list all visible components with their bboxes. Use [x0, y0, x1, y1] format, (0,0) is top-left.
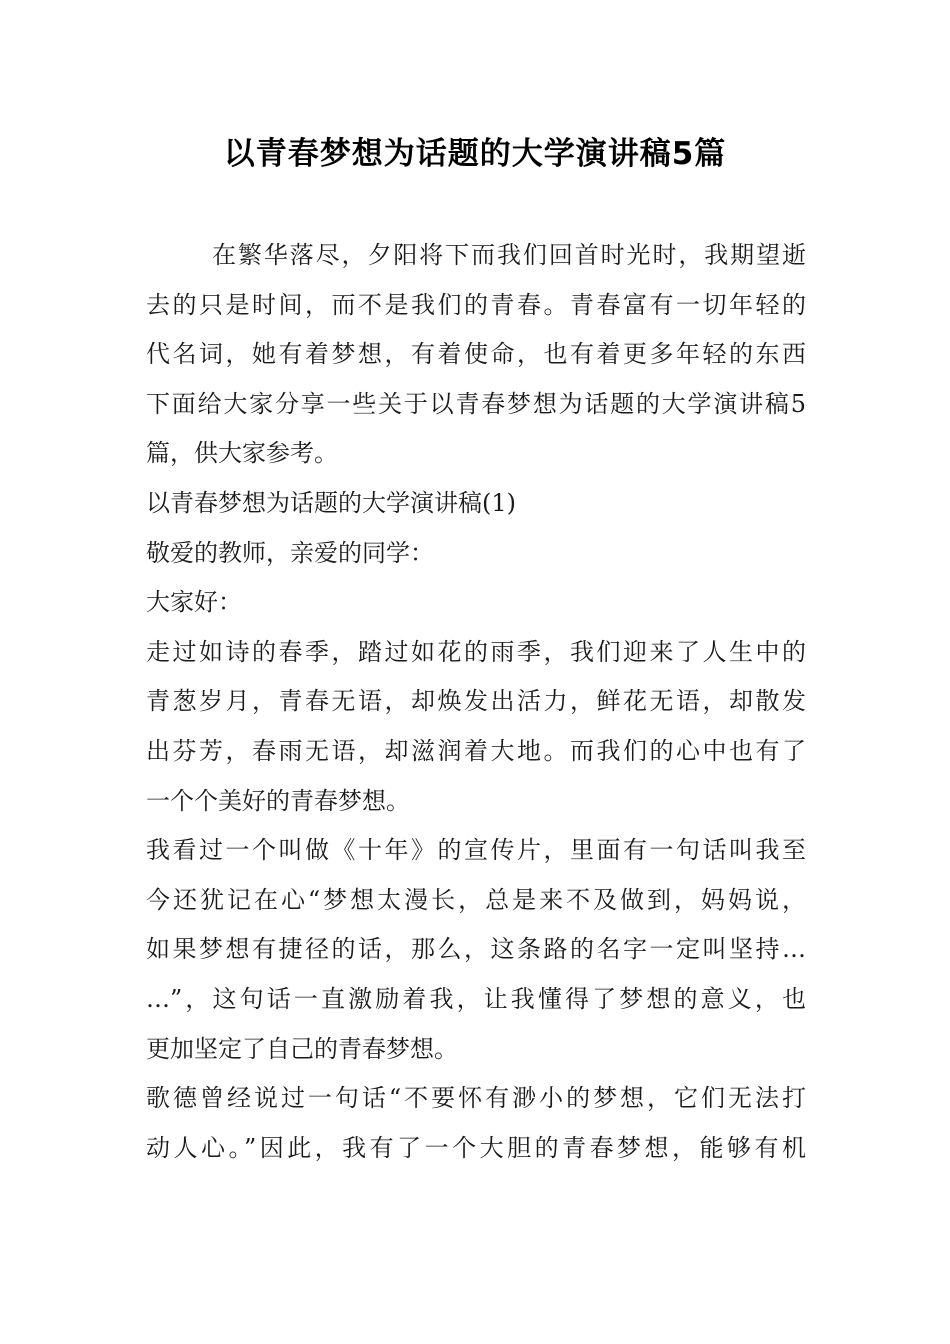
text-line: 一个个美好的青春梦想。: [146, 786, 410, 815]
text-line: 在繁华落尽，夕阳将下而我们回首时光时，我期望逝: [212, 241, 806, 269]
text-line: 走过如诗的春季，踏过如花的雨季，我们迎来了人生中的: [146, 637, 806, 666]
text-line: 以青春梦想为话题的大学演讲稿(1): [146, 488, 516, 517]
document-body: [146, 231, 806, 1173]
text-line: 青葱岁月，青春无语，却焕发出活力，鲜花无语，却散发: [146, 687, 806, 716]
document-title: 以青春梦想为话题的大学演讲稿5篇: [223, 136, 727, 172]
text-line: 今还犹记在心“梦想太漫长，总是来不及做到，妈妈说，: [146, 885, 806, 914]
text-line: 敬爱的教师，亲爱的同学：: [146, 538, 434, 567]
text-line: 出芬芳，春雨无语，却滋润着大地。而我们的心中也有了: [146, 736, 806, 765]
text-line: …”，这句话一直激励着我，让我懂得了梦想的意义，也: [146, 984, 806, 1013]
text-line: 去的只是时间，而不是我们的青春。青春富有一切年轻的: [146, 290, 806, 319]
text-line: 大家好：: [146, 588, 242, 617]
text-line: 更加坚定了自己的青春梦想。: [146, 1034, 458, 1063]
text-line: 我看过一个叫做《十年》的宣传片，里面有一句话叫我至: [146, 836, 806, 865]
text-line: 代名词，她有着梦想，有着使命，也有着更多年轻的东西: [146, 340, 806, 369]
text-line: 歌德曾经说过一句话“不要怀有渺小的梦想，它们无法打: [146, 1084, 806, 1113]
text-line: 下面给大家分享一些关于以青春梦想为话题的大学演讲稿5: [146, 389, 806, 418]
text-line: 如果梦想有捷径的话，那么，这条路的名字一定叫坚持…: [146, 935, 806, 964]
text-line: 动人心。”因此，我有了一个大胆的青春梦想，能够有机: [146, 1133, 806, 1162]
text-line: 篇，供大家参考。: [146, 439, 338, 468]
